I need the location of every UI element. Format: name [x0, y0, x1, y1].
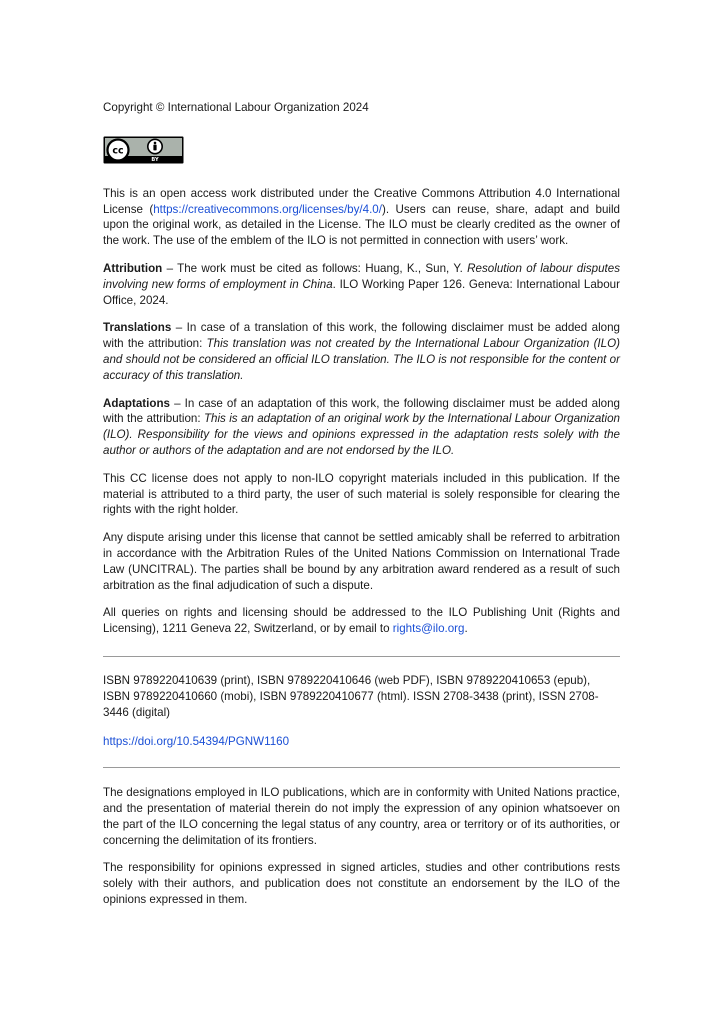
- third-party-paragraph: This CC license does not apply to non-ILO copyright materials included in this publication. If the material is attributed to a third party, the user of such material is solely responsible for clearing the rights with the right holder.: [103, 471, 620, 517]
- license-link[interactable]: https://creativecommons.org/licenses/by/4.0/: [153, 202, 382, 216]
- cc-by-label: BY: [151, 156, 159, 163]
- translations-heading: Translations: [103, 321, 172, 335]
- cc-by-license-icon[interactable]: [103, 136, 184, 164]
- divider: [103, 767, 620, 768]
- license-paragraph: This is an open access work distributed under the Creative Commons Attribution 4.0 International License (https://creativecommons.org/licenses/by/4.0/). Users can reuse, share, adapt and build upon the original work, as detailed in the License. The ILO must be clearly credited as the owner of the work. The use of the emblem of the ILO is not permitted in connection with users’ work.: [103, 186, 620, 248]
- adaptations-paragraph: Adaptations – In case of an adaptation of this work, the following disclaimer must be added along with the attribution: This is an adaptation of an original work by the International Labour Organization (ILO). Responsibility for the views and opinions expressed in the adaptation rests solely with the author or authors of the adaptation and are not endorsed by the ILO.: [103, 396, 620, 457]
- doi-link[interactable]: https://doi.org/10.54394/PGNW1160: [103, 735, 290, 749]
- copyright-line: Copyright © International Labour Organization 2024: [103, 101, 369, 114]
- copyright-page: [103, 100, 620, 908]
- email-link[interactable]: rights@ilo.org: [392, 622, 465, 636]
- adaptations-heading: Adaptations: [103, 396, 170, 410]
- designations-paragraph: The designations employed in ILO publications, which are in conformity with United Nations practice, and the presentation of material therein do not imply the expression of any opinion whatsoever on the part of the ILO concerning the legal status of any country, area or territory or of its authorities, or concerning the delimitation of its frontiers.: [103, 786, 620, 847]
- divider: [103, 656, 620, 657]
- svg-text:cc: cc: [112, 145, 124, 157]
- doi-paragraph: [103, 734, 620, 750]
- translations-paragraph: Translations – In case of a translation of this work, the following disclaimer must be added along with the attribution: This translation was not created by the International Labour Organization (ILO) and should not be considered an official ILO translation. The ILO is not responsible for the content or accuracy of this translation.: [103, 321, 620, 382]
- isbn-paragraph: ISBN 9789220410639 (print), ISBN 9789220410646 (web PDF), ISBN 9789220410653 (epub), ISBN 9789220410660 (mobi), ISBN 9789220410677 (html). ISSN 2708-3438 (print), ISSN 2708-3446 (digital): [103, 673, 599, 719]
- responsibility-paragraph: The responsibility for opinions expressed in signed articles, studies and other contributions rests solely with their authors, and publication does not constitute an endorsement by the ILO of the opinions expressed in them.: [103, 861, 620, 906]
- queries-paragraph: All queries on rights and licensing should be addressed to the ILO Publishing Unit (Rights and Licensing), 1211 Geneva 22, Switzerland, or by email to rights@ilo.org.: [103, 606, 620, 636]
- disputes-paragraph: Any dispute arising under this license that cannot be settled amicably shall be referred to arbitration in accordance with the Arbitration Rules of the United Nations Commission on International Trade Law (UNCITRAL). The parties shall be bound by any arbitration award rendered as a result of such arbitration as the final adjudication of such a dispute.: [103, 531, 620, 592]
- attribution-heading: Attribution: [103, 261, 163, 275]
- attribution-paragraph: Attribution – The work must be cited as follows: Huang, K., Sun, Y. Resolution of labour disputes involving new forms of employment in China. ILO Working Paper 126. Geneva: International Labour Office, 2024.: [103, 261, 620, 307]
